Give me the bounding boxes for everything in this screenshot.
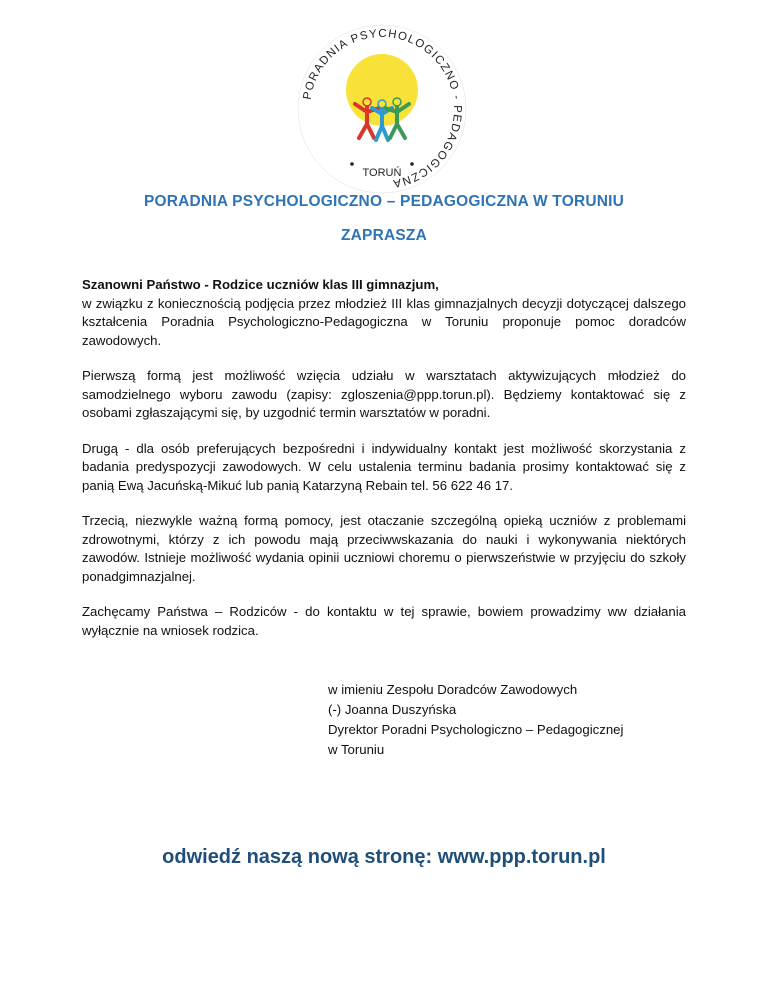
page-title: PORADNIA PSYCHOLOGICZNO – PEDAGOGICZNA W TORUNIU [143, 193, 625, 210]
paragraph-assessment: Drugą - dla osób preferujących bezpośredni i indywidualny kontakt jest możliwość skorzystania z badania predyspozycji zawodowych. W celu ustalenia terminu badania prosimy kontaktować się z panią Ewą Jacuńską-Mikuć lub panią Katarzyną Rebain tel. 56 622 46 17. [82, 440, 686, 493]
paragraph-contact: Zachęcamy Państwa – Rodziców - do kontaktu w tej sprawie, bowiem prowadzimy ww działania wyłącznie na wniosek rodzica. [82, 604, 686, 638]
page-subtitle: ZAPRASZA [341, 227, 427, 244]
paragraph-health: Trzecią, niezwykle ważną formą pomocy, jest otaczanie szczególną opieką uczniów z problemami zdrowotnymi, którzy z ich powodu mają przeciwwskazania do nauki i wykonywania niektórych zawodów. Istnieje możliwość wydania opinii uczniowi choremu o pierwszeństwie w przyjęciu do szkoły ponadgimnazjalnej. [82, 513, 686, 584]
letter-body [82, 276, 686, 657]
greeting: Szanowni Państwo - Rodzice uczniów klas III gimnazjum, [82, 277, 439, 292]
footer-website: odwiedź naszą nową stronę: www.ppp.torun.pl [162, 846, 606, 868]
signature-city: w Toruniu [328, 742, 385, 757]
signature-position: Dyrektor Poradni Psychologiczno – Pedagogicznej [328, 722, 624, 737]
signature-line-1: w imieniu Zespołu Doradców Zawodowych [328, 682, 578, 697]
poradnia-logo [297, 24, 467, 194]
logo-ring-text: PORADNIA PSYCHOLOGICZNO - PEDAGOGICZNA [301, 27, 464, 190]
signature-block [328, 680, 623, 760]
logo-city: TORUŃ [362, 167, 402, 179]
intro-text: w związku z koniecznością podjęcia przez młodzież III klas gimnazjalnych decyzji dotyczącej dalszego kształcenia Poradnia Psychologiczno-Pedagogiczna w Toruniu proponuje pomoc doradców zawodowych. [82, 295, 686, 348]
paragraph-workshops: Pierwszą formą jest możliwość wzięcia udziału w warsztatach aktywizujących młodzież do samodzielnego wyboru zawodu (zapisy: zgloszenia@ppp.torun.pl). Będziemy kontaktować się z osobami zgłaszającymi się, by uzgodnić termin warsztatów w poradni. [82, 368, 686, 420]
signature-name: (-) Joanna Duszyńska [328, 702, 457, 717]
intro-paragraph [82, 276, 686, 350]
